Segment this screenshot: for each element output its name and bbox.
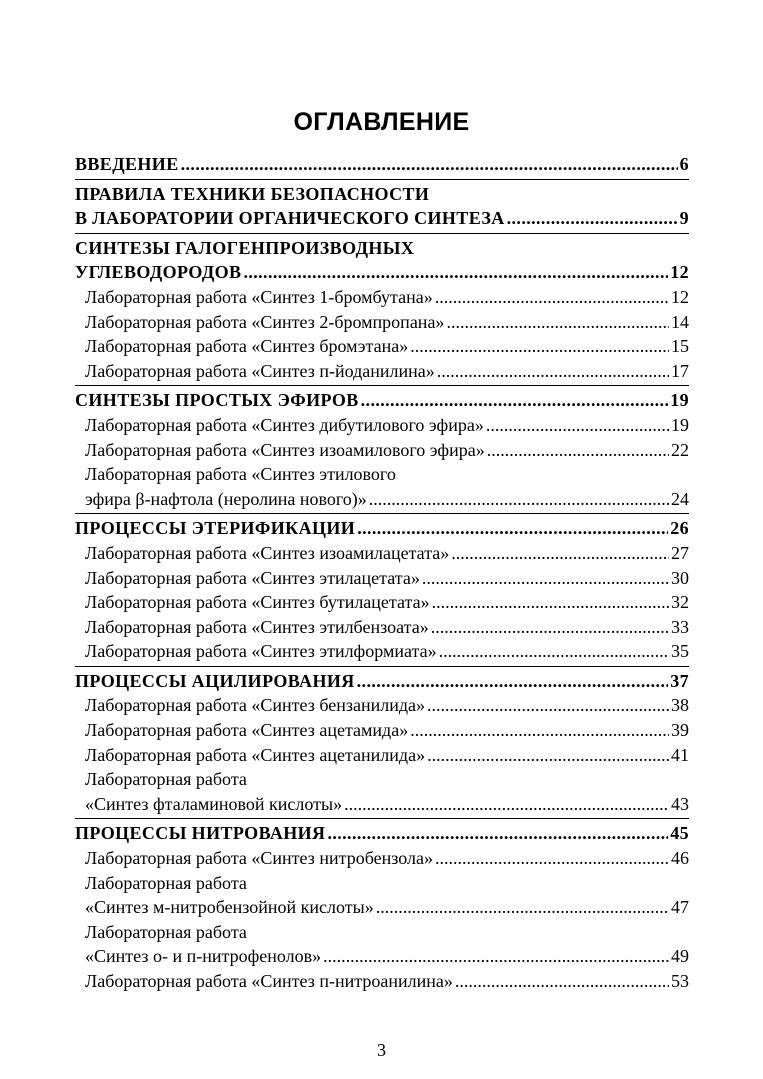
dot-leader <box>410 718 669 743</box>
toc-subentry[interactable] <box>75 895 689 920</box>
toc-subentry-label: Лабораторная работа «Синтез ацетамида» <box>85 720 409 741</box>
toc-subentry[interactable] <box>75 566 689 591</box>
dot-leader <box>243 260 668 285</box>
toc-page-number: 6 <box>679 154 689 174</box>
toc-subentry-label: Лабораторная работа «Синтез п-йоданилина» <box>85 360 435 381</box>
toc-entry[interactable] <box>75 260 689 285</box>
toc-page-number: 47 <box>671 897 689 918</box>
toc-subentry[interactable] <box>75 639 689 664</box>
toc-page-number: 43 <box>671 793 689 814</box>
toc-page-number: 27 <box>671 542 689 563</box>
toc-page-number: 17 <box>671 360 689 381</box>
toc-entry[interactable] <box>75 388 689 413</box>
toc-subentry-label: Лабораторная работа «Синтез бутилацетата» <box>85 592 430 613</box>
toc-subentry[interactable] <box>75 334 689 359</box>
toc-subentry[interactable] <box>75 615 689 640</box>
toc-page-number: 39 <box>671 720 689 741</box>
toc-page-number: 32 <box>671 592 689 613</box>
toc-section-safety <box>75 180 689 234</box>
toc-entry-label: СИНТЕЗЫ ПРОСТЫХ ЭФИРОВ <box>75 390 359 411</box>
toc-page-number: 30 <box>671 567 689 588</box>
toc-subentry-label: Лабораторная работа «Синтез изоамилового эфира» <box>85 439 485 460</box>
dot-leader <box>369 487 669 512</box>
toc-subentry[interactable] <box>75 693 689 718</box>
page-number: 3 <box>377 1040 386 1060</box>
dot-leader <box>446 310 669 335</box>
toc-page-number: 38 <box>671 695 689 716</box>
toc-subentry[interactable] <box>75 718 689 743</box>
toc-section-intro <box>75 150 689 180</box>
toc-subentry-label: Лабораторная работа «Синтез дибутилового эфира» <box>85 414 484 435</box>
toc-subentry[interactable] <box>75 359 689 384</box>
dot-leader <box>357 516 668 541</box>
toc-subentry-line: Лабораторная работа <box>85 769 247 790</box>
toc-entry-label: ПРОЦЕССЫ НИТРОВАНИЯ <box>75 823 326 844</box>
toc-subentry-label: «Синтез о- и п-нитрофенолов» <box>85 946 322 967</box>
toc-entry-line: СИНТЕЗЫ ГАЛОГЕНПРОИЗВОДНЫХ <box>75 237 415 258</box>
dot-leader <box>427 693 669 718</box>
dot-leader <box>455 969 669 994</box>
toc-page-number: 14 <box>671 311 689 332</box>
toc-subentry[interactable] <box>75 792 689 817</box>
toc-page-number: 33 <box>671 616 689 637</box>
dot-leader <box>486 413 669 438</box>
toc-subentry-label: Лабораторная работа «Синтез изоамилацетата» <box>85 542 450 563</box>
toc-page-number: 19 <box>671 414 689 435</box>
table-of-contents <box>75 150 689 996</box>
toc-page-number: 26 <box>670 518 689 539</box>
toc-subentry-label: Лабораторная работа «Синтез 1-бромбутана» <box>85 286 433 307</box>
toc-entry-label: ПРОЦЕССЫ ЭТЕРИФИКАЦИИ <box>75 518 356 539</box>
toc-entry[interactable] <box>75 669 689 694</box>
toc-entry[interactable] <box>75 516 689 541</box>
dot-leader <box>431 615 669 640</box>
toc-subentry-line: Лабораторная работа <box>85 872 247 893</box>
toc-entry-label: ПРОЦЕССЫ АЦИЛИРОВАНИЯ <box>75 670 355 691</box>
toc-entry-line: ПРАВИЛА ТЕХНИКИ БЕЗОПАСНОСТИ <box>75 183 430 204</box>
toc-subentry-label: Лабораторная работа «Синтез п-нитроанилина» <box>85 971 453 991</box>
dot-leader <box>323 944 669 969</box>
toc-subentry-label: Лабораторная работа «Синтез бромэтана» <box>85 336 409 357</box>
toc-page-number: 22 <box>671 439 689 460</box>
dot-leader <box>439 639 669 664</box>
toc-subentry-label: «Синтез м-нитробензойной кислоты» <box>85 897 374 918</box>
toc-subentry[interactable] <box>75 944 689 969</box>
toc-section-esterification <box>75 514 689 667</box>
toc-page-number: 9 <box>679 208 689 229</box>
toc-subentry[interactable] <box>75 438 689 463</box>
toc-subentry-label: Лабораторная работа «Синтез этилацетата» <box>85 567 420 588</box>
toc-section-acylation <box>75 667 689 820</box>
toc-subentry-line: Лабораторная работа <box>85 921 247 942</box>
toc-entry[interactable] <box>75 152 689 177</box>
toc-subentry-label: Лабораторная работа «Синтез бензанилида» <box>85 695 426 716</box>
dot-leader <box>432 590 669 615</box>
toc-subentry-label: эфира β-нафтола (неролина нового)» <box>85 488 367 509</box>
toc-entry[interactable] <box>75 206 689 231</box>
toc-subentry[interactable] <box>75 541 689 566</box>
toc-subentry-label: «Синтез фталаминовой кислоты» <box>85 793 343 814</box>
toc-page-number: 19 <box>670 390 689 411</box>
toc-subentry-line: Лабораторная работа «Синтез этилового <box>85 464 396 485</box>
toc-subentry[interactable] <box>75 846 689 871</box>
toc-page-number: 37 <box>670 670 689 691</box>
toc-page-number: 12 <box>670 262 689 283</box>
toc-entry[interactable] <box>75 821 689 846</box>
dot-leader <box>181 152 678 177</box>
toc-subentry-label: Лабораторная работа «Синтез этилбензоата» <box>85 616 429 637</box>
page-title: ОГЛАВЛЕНИЕ <box>293 108 470 136</box>
toc-subentry[interactable] <box>75 487 689 512</box>
toc-page-number: 53 <box>671 971 689 991</box>
toc-section-nitration <box>75 819 689 995</box>
toc-subentry[interactable] <box>75 590 689 615</box>
dot-leader <box>361 388 669 413</box>
toc-subentry-label: Лабораторная работа «Синтез ацетанилида» <box>85 744 426 765</box>
dot-leader <box>327 821 668 846</box>
toc-subentry-label: Лабораторная работа «Синтез 2-бромпропана» <box>85 311 445 332</box>
dot-leader <box>427 743 669 768</box>
toc-page-number: 41 <box>671 744 689 765</box>
dot-leader <box>357 669 669 694</box>
toc-entry-label: УГЛЕВОДОРОДОВ <box>75 262 242 283</box>
dot-leader <box>344 792 669 817</box>
toc-page-number: 49 <box>671 946 689 967</box>
dot-leader <box>435 285 669 310</box>
toc-subentry[interactable] <box>75 310 689 335</box>
dot-leader <box>437 359 669 384</box>
dot-leader <box>435 846 669 871</box>
dot-leader <box>376 895 669 920</box>
dot-leader <box>451 541 669 566</box>
toc-section-halogen <box>75 234 689 387</box>
toc-page-number: 35 <box>671 641 689 662</box>
toc-page-number: 46 <box>671 848 689 869</box>
toc-entry-label: ВВЕДЕНИЕ <box>75 154 179 174</box>
dot-leader <box>422 566 669 591</box>
dot-leader <box>487 438 669 463</box>
dot-leader <box>507 206 678 231</box>
toc-page-number: 12 <box>671 286 689 307</box>
toc-page-number: 45 <box>670 823 689 844</box>
toc-subentry[interactable] <box>75 285 689 310</box>
toc-page-number: 15 <box>671 336 689 357</box>
toc-subentry[interactable] <box>75 969 689 994</box>
toc-subentry-label: Лабораторная работа «Синтез нитробензола» <box>85 848 433 869</box>
toc-page-number: 24 <box>671 488 689 509</box>
toc-subentry[interactable] <box>75 743 689 768</box>
dot-leader <box>410 334 669 359</box>
toc-section-ethers <box>75 386 689 514</box>
toc-subentry-label: Лабораторная работа «Синтез этилформиата» <box>85 641 437 662</box>
toc-subentry[interactable] <box>75 413 689 438</box>
toc-entry-label: В ЛАБОРАТОРИИ ОРГАНИЧЕСКОГО СИНТЕЗА <box>75 208 505 229</box>
